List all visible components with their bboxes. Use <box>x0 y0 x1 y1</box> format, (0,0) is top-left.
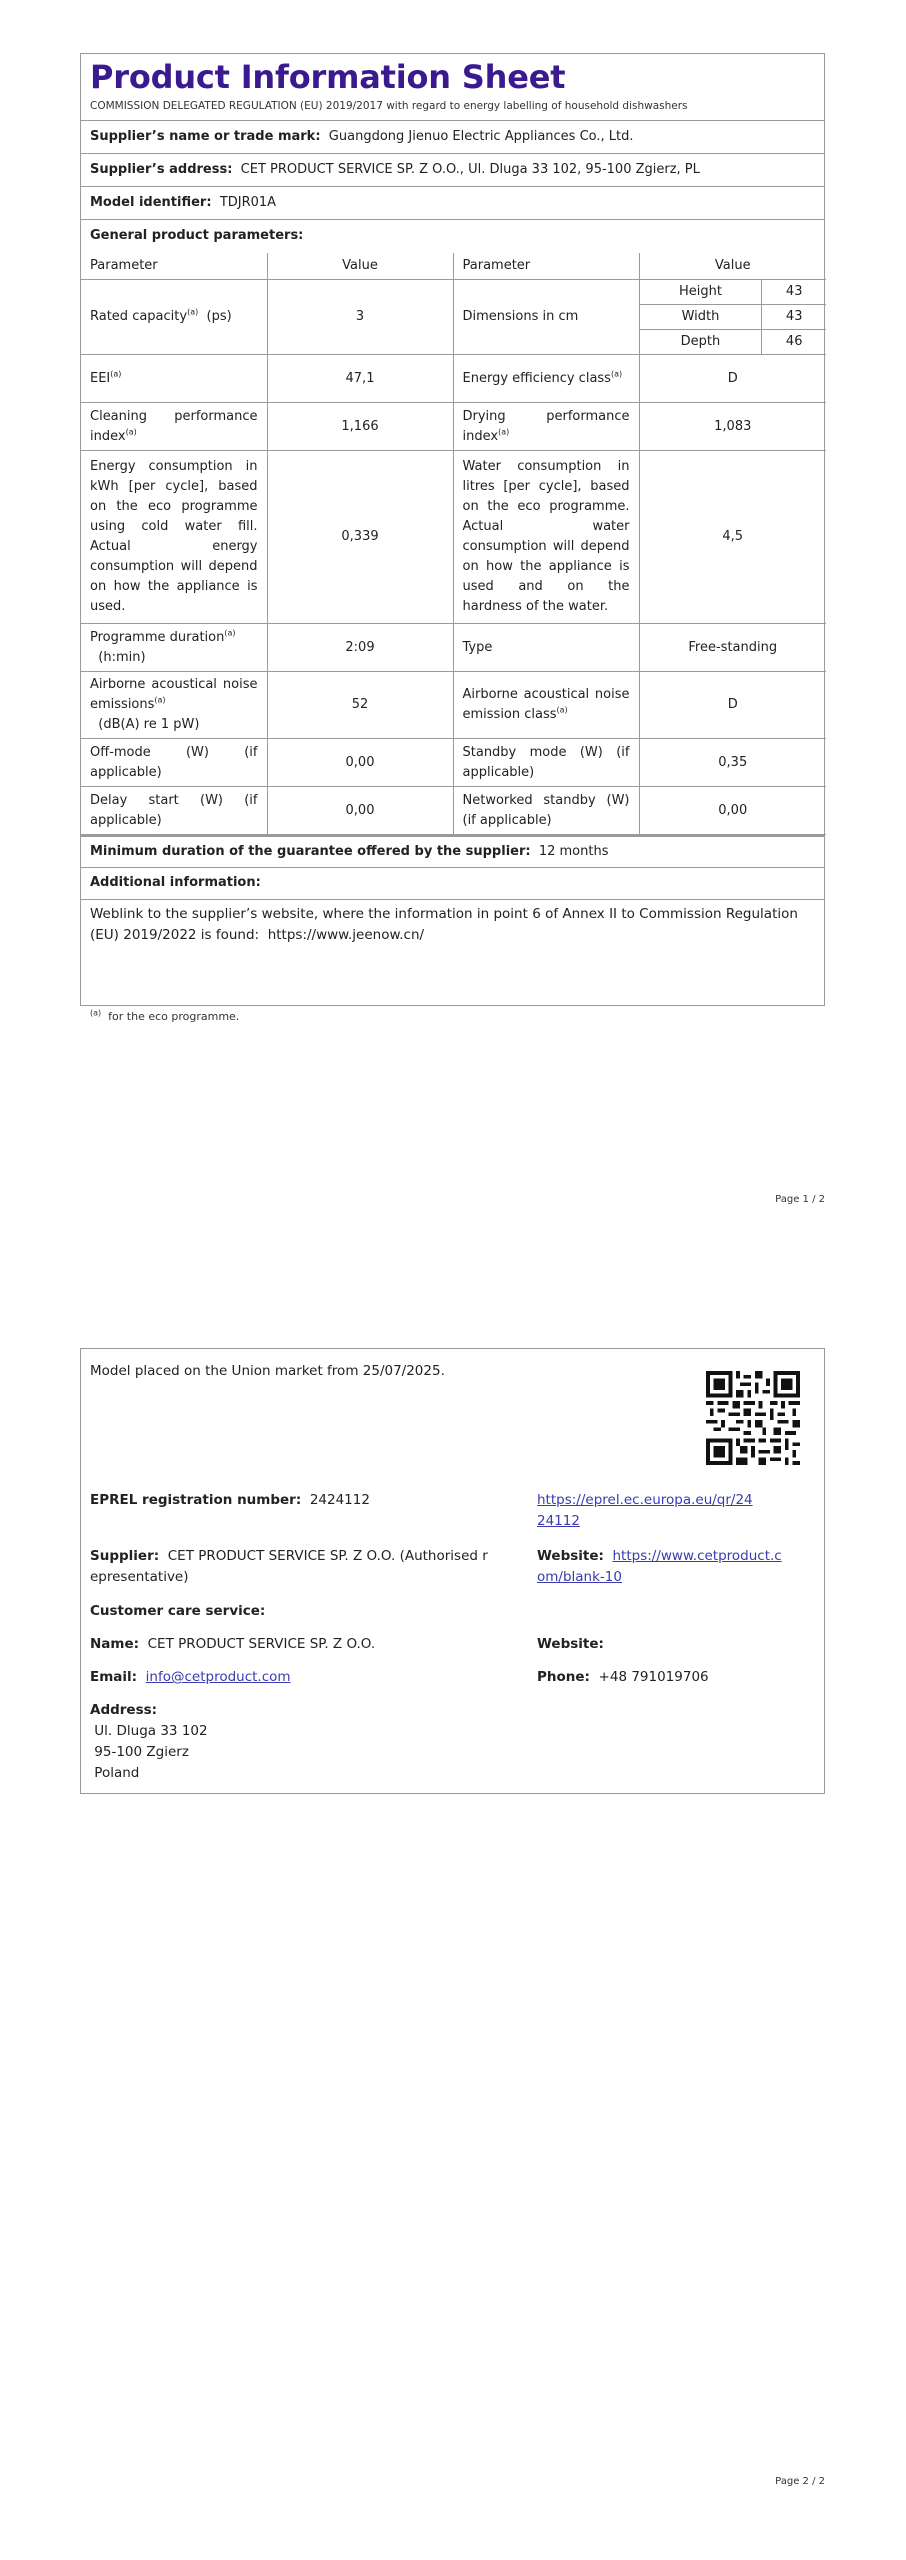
drying-text: Drying performance index <box>462 408 630 444</box>
guarantee-value: 12 months <box>538 844 609 859</box>
supplier-name-row <box>81 121 824 154</box>
width-label: Width <box>640 305 762 330</box>
eei-label <box>81 355 267 403</box>
eei-text: EEI <box>90 370 111 386</box>
care-phone-row <box>537 1667 709 1688</box>
footnote-ref: (a) <box>224 628 236 638</box>
header-value-1: Value <box>267 253 453 280</box>
table-row <box>81 280 826 355</box>
eei-value: 47,1 <box>267 355 453 403</box>
registration-sheet <box>80 1348 825 1794</box>
care-phone-label: Phone: <box>537 1669 590 1685</box>
dimension-row <box>640 305 827 330</box>
supplier-address-value: CET PRODUCT SERVICE SP. Z O.O., Ul. Dluga 33 102, 95-100 Zgierz, PL <box>240 162 700 177</box>
water-consumption-label: Water consumption in litres [per cycle], based on the eco programme. Actual water consumption will depend on how the appliance is used and on the hardness of the water. <box>453 451 639 624</box>
table-row <box>81 451 826 624</box>
page-number-1: Page 1 / 2 <box>775 1194 825 1205</box>
height-label: Height <box>640 280 762 305</box>
networked-standby-value: 0,00 <box>639 787 826 835</box>
supplier-website-block <box>537 1546 782 1588</box>
energy-consumption-label: Energy consumption in kWh [per cycle], based on the eco programme using cold water fill. Actual energy consumption will depend on how the appliance is used. <box>81 451 267 624</box>
eprel-value: 2424112 <box>309 1492 370 1508</box>
noise-unit: (dB(A) re 1 pW) <box>98 717 200 732</box>
off-mode-label: Off-mode (W) (if applicable) <box>81 739 267 787</box>
noise-value: 52 <box>267 672 453 739</box>
cleaning-text: Cleaning performance index <box>90 408 258 444</box>
supplier-name-value: Guangdong Jienuo Electric Appliances Co., Ltd. <box>328 129 634 144</box>
drying-label <box>453 403 639 451</box>
cleaning-label <box>81 403 267 451</box>
table-header-row <box>81 253 826 280</box>
depth-value: 46 <box>762 330 826 355</box>
model-identifier-label: Model identifier: <box>90 195 212 210</box>
care-email-link[interactable]: info@cetproduct.com <box>145 1669 291 1685</box>
care-name-row <box>90 1634 375 1655</box>
market-placement-text: Model placed on the Union market from 25/07/2025. <box>90 1363 445 1379</box>
weblink-row <box>81 899 824 952</box>
weblink-url[interactable]: https://www.jeenow.cn/ <box>267 927 425 943</box>
footnote-ref: (a) <box>498 427 510 437</box>
programme-duration-text: Programme duration <box>90 629 225 645</box>
qr-code-icon[interactable] <box>706 1371 800 1465</box>
type-label: Type <box>453 624 639 672</box>
care-name-label: Name: <box>90 1636 140 1652</box>
noise-class-label <box>453 672 639 739</box>
header-value-2: Value <box>639 253 826 280</box>
supplier-name-label: Supplier’s name or trade mark: <box>90 129 321 144</box>
noise-class-text: Airborne acoustical noise emission class <box>462 687 630 722</box>
footnote-ref: (a) <box>154 695 166 705</box>
table-row <box>81 739 826 787</box>
efficiency-class-label <box>453 355 639 403</box>
customer-care-label: Customer care service: <box>90 1603 266 1619</box>
guarantee-row <box>81 835 824 867</box>
care-website-label: Website: <box>537 1636 604 1652</box>
cleaning-value: 1,166 <box>267 403 453 451</box>
care-name-value: CET PRODUCT SERVICE SP. Z O.O. <box>147 1636 376 1652</box>
care-phone-value: +48 791019706 <box>598 1669 709 1685</box>
additional-info-row <box>81 867 824 899</box>
page-title: Product Information Sheet <box>90 58 566 96</box>
dimensions-table <box>640 280 827 354</box>
noise-label <box>81 672 267 739</box>
delay-start-value: 0,00 <box>267 787 453 835</box>
eprel-url-line1[interactable]: https://eprel.ec.europa.eu/qr/24 <box>537 1492 753 1508</box>
dimensions-label: Dimensions in cm <box>453 280 639 355</box>
standby-label: Standby mode (W) (if applicable) <box>453 739 639 787</box>
table-row <box>81 624 826 672</box>
water-consumption-value: 4,5 <box>639 451 826 624</box>
header-parameter-1: Parameter <box>81 253 267 280</box>
eprel-registration <box>90 1490 370 1511</box>
delay-start-label: Delay start (W) (if applicable) <box>81 787 267 835</box>
care-website-row <box>537 1634 604 1655</box>
regulation-text: COMMISSION DELEGATED REGULATION (EU) 2019/2017 with regard to energy labelling of household dishwashers <box>90 100 688 112</box>
rated-capacity-label <box>81 280 267 355</box>
supplier-website-url-line2[interactable]: om/blank-10 <box>537 1569 622 1585</box>
general-parameters-label: General product parameters: <box>90 228 304 243</box>
page2-supplier-label: Supplier: <box>90 1548 160 1564</box>
standby-value: 0,35 <box>639 739 826 787</box>
supplier-address-label: Supplier’s address: <box>90 162 233 177</box>
model-identifier-row <box>81 187 824 220</box>
footnote-mark: (a) <box>90 1008 102 1018</box>
eprel-url-line2[interactable]: 24112 <box>537 1513 580 1529</box>
page2-supplier-value-line1: CET PRODUCT SERVICE SP. Z O.O. (Authorised r <box>167 1548 488 1564</box>
general-parameters-row <box>81 220 824 253</box>
rated-capacity-text: Rated capacity <box>90 309 188 324</box>
noise-text: Airborne acoustical noise emissions <box>90 677 258 712</box>
networked-standby-label: Networked standby (W) (if applicable) <box>453 787 639 835</box>
address-line-3: Poland <box>94 1765 140 1781</box>
footnote-ref: (a) <box>556 705 568 715</box>
height-value: 43 <box>762 280 826 305</box>
care-address-label: Address: <box>90 1702 158 1718</box>
energy-consumption-value: 0,339 <box>267 451 453 624</box>
dimension-row <box>640 330 827 355</box>
table-row <box>81 403 826 451</box>
supplier-address-row <box>81 154 824 187</box>
guarantee-label: Minimum duration of the guarantee offered by the supplier: <box>90 844 531 859</box>
programme-duration-value: 2:09 <box>267 624 453 672</box>
weblink-text: Weblink to the supplier’s website, where the information in point 6 of Annex II to Commission Regulation (EU) 2019/2022 is found: <box>90 906 798 943</box>
noise-class-value: D <box>639 672 826 739</box>
model-identifier-value: TDJR01A <box>219 195 277 210</box>
care-email-row <box>90 1667 291 1688</box>
footnote-text: for the eco programme. <box>108 1010 240 1023</box>
address-line-1: Ul. Dluga 33 102 <box>94 1723 208 1739</box>
footnote-ref: (a) <box>187 307 199 317</box>
customer-care-heading <box>90 1601 265 1622</box>
programme-duration-label <box>81 624 267 672</box>
table-row <box>81 787 826 835</box>
programme-duration-unit: (h:min) <box>98 649 146 665</box>
off-mode-value: 0,00 <box>267 739 453 787</box>
width-value: 43 <box>762 305 826 330</box>
eprel-label: EPREL registration number: <box>90 1492 302 1508</box>
type-value: Free-standing <box>639 624 826 672</box>
footnote-ref: (a) <box>110 369 122 379</box>
table-row <box>81 672 826 739</box>
efficiency-class-value: D <box>639 355 826 403</box>
table-row <box>81 355 826 403</box>
footnote <box>90 1010 239 1023</box>
care-email-label: Email: <box>90 1669 138 1685</box>
efficiency-class-text: Energy efficiency class <box>462 370 611 386</box>
rated-capacity-value: 3 <box>267 280 453 355</box>
supplier-website-url-line1[interactable]: https://www.cetproduct.c <box>612 1548 782 1564</box>
care-address-block <box>90 1700 208 1784</box>
dimensions-values <box>639 280 826 355</box>
sheet-header <box>81 54 824 121</box>
product-information-sheet <box>80 53 825 1006</box>
page-number-2: Page 2 / 2 <box>775 2476 825 2487</box>
parameters-table <box>81 253 826 835</box>
additional-info-label: Additional information: <box>90 875 261 890</box>
supplier-block <box>90 1546 520 1588</box>
page2-website-label: Website: <box>537 1548 604 1564</box>
dimension-row <box>640 280 827 305</box>
footnote-ref: (a) <box>125 427 137 437</box>
rated-capacity-unit: (ps) <box>206 309 232 324</box>
drying-value: 1,083 <box>639 403 826 451</box>
page2-supplier-value-line2: epresentative) <box>90 1569 189 1585</box>
footnote-ref: (a) <box>610 369 623 379</box>
depth-label: Depth <box>640 330 762 355</box>
address-line-2: 95-100 Zgierz <box>94 1744 189 1760</box>
header-parameter-2: Parameter <box>453 253 639 280</box>
eprel-link[interactable] <box>537 1490 753 1532</box>
